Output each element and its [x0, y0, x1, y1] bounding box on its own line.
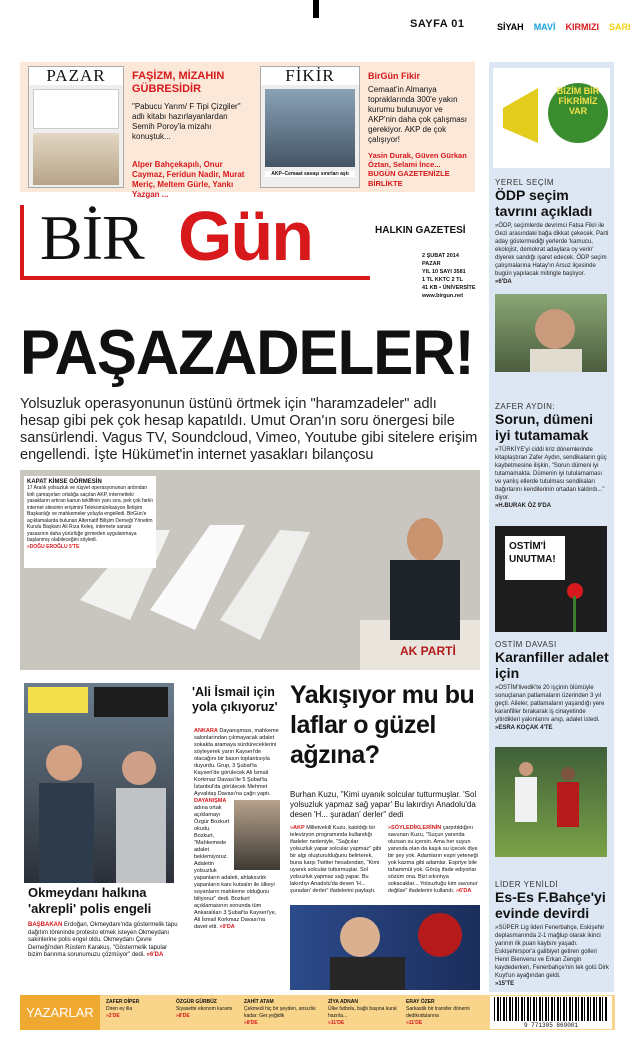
columnist-4[interactable]: ZİYA ADNAN Ülke futbolu, bağlı başına kural hazırla... »11'DE — [328, 999, 397, 1026]
color-blue: MAVİ — [533, 22, 556, 32]
columnists-bar — [20, 995, 615, 1030]
kuzu-photo — [290, 905, 480, 990]
color-red: KIRMIZI — [565, 22, 600, 32]
zafer-title: Sorun, dümeni iyi tutamamak — [495, 411, 593, 443]
masthead[interactable] — [20, 197, 430, 285]
issue-date: 2 ŞUBAT 2014 — [422, 253, 459, 259]
barcode: 9 771305 869001 — [490, 996, 612, 1029]
odp-slogan: BİZİM BİR FİKRİMİZ VAR — [556, 86, 600, 116]
fikir-text: Cemaat'in Almanya topraklarında 300'e yakın kurumu bulunuyor ve AKP'nin daha çok çalışması gerekiyor. AKP de çok çalışıyor! — [368, 85, 467, 144]
odp-title: ÖDP seçim tavrını açıkladı — [495, 187, 593, 219]
color-black: SİYAH — [497, 22, 524, 32]
kuzu-col1 — [290, 825, 382, 895]
okmeydani-byline: »6'DA — [146, 952, 164, 958]
okmeydani-text: Erdoğan, Okmeydanı'nda göstermelik tapu dağıtım töreninde protesto etmek isteyen Okmeydanı sakinlerine polis engel oldu. Okmeydanı Çevre Derneği'nden Rüstem Karakuş, "Göstermelik tapular bizim barınma sorunumuzu çözmüyor" dedi. — [28, 922, 178, 958]
kuzu-headline: Yakışıyor mu bu laflar o güzel ağzına? — [290, 681, 475, 769]
football-photo — [495, 747, 607, 857]
zafer-text: »TÜRKİYE'yi ciddi kriz dönemlerinde kitaplaştıran Zafer Aydın, sendikaların güç kaybetmesine ilişkin, "Sorun dümeni iyi tutamamakta. Dümenin iyi tutulamaması ve yanlış ellerde tutulması sendikaları bağırlarını kendilerinin ortadan kaldırdı..." diyor. — [495, 447, 607, 501]
ostim-photo — [495, 526, 607, 632]
lead-infobox — [24, 476, 156, 568]
ostim-byline: »ESRA KOÇAK 4'TE — [495, 725, 553, 731]
ali-ismail-title: 'Ali İsmail için yola çıkıyoruz' — [192, 685, 278, 714]
issue-volume: 41 KB • ÜNİVERSİTE — [422, 285, 476, 291]
sidebar-story-odp — [495, 178, 609, 286]
pazar-writers: Alper Bahçekapılı, Onur Caymaz, Feridun Nadir, Murat Meriç, Meltem Gürle, Yankı Yazgan ... — [132, 160, 245, 199]
columnist-1[interactable]: ZAFER DİPER Diren ey ilia »2'DE — [106, 999, 140, 1019]
lead-headline: PAŞAZADELER! — [20, 317, 474, 388]
fikir-title: BirGün Fikir — [368, 71, 421, 81]
columnist-5[interactable]: ERAY ÖZER Sarkastik bir transfer dönemi dedikodularına »11'DE — [406, 999, 470, 1026]
fikir-teaser — [368, 70, 471, 189]
lead-deck: Yolsuzluk operasyonunun üstünü örtmek için "haramzadeler" adlı hesap gibi pek çok hesap kapatıldı. Umut Oran'ın soru önergesi bile sansürlendi. Vagus TV, Soundcloud, Vimeo, Youtube gibi sitelere erişim engellendi. İşte Hükümet'in internet yasakları bilançosu — [20, 396, 478, 463]
columnist-2[interactable]: ÖZGÜR GÜRBÜZ Siyasette ekonom kuramı »8'DE — [176, 999, 233, 1019]
ostim-section: OSTİM DAVASI — [495, 640, 557, 649]
issue-info — [422, 252, 482, 300]
okmeydani-body — [28, 922, 178, 960]
zafer-aydin-photo — [495, 294, 607, 372]
columnist-3[interactable]: ZAHİT ATAM Çekmedi hiç bir şeyden, ansızlık kadar: Ger.yeğidik »8'DE — [244, 999, 316, 1026]
sidebar-story-zafer — [495, 402, 609, 510]
kuzu-col2-lead: »SÖYLEDİKLERİNİN — [388, 825, 442, 831]
kuzu-col2-text: çarpıtıldığını savunan Kuzu, "Suçun yanında olursan su içersin. Ama her suyun yanında olan da kaşık su içecek diye bir şey yok. Adamların espri yeteneği yok kazma gibi adamlar. Espriye bile tahammül yok. Görüş ifade ediyorlar sözüm ona. Bizi sıkıntıya sokacaklar... Yolsuzluğu kim savunur değilse" ifadelerini kullandı. — [388, 825, 478, 894]
football-section: LİDER YENİLDİ — [495, 880, 559, 889]
ostim-title: Karanfiller adalet için — [495, 649, 609, 681]
football-text: »SÜPER Lig lideri Fenerbahçe, Eskişehir deplasmanında 2-1 mağlup olarak ikinci yarının ilk puan kaybını yaşadı. Eskişehirspor'a galibiyet getiren golleri Henri Bienvenu ve Erkan Zengin kaydederken, Fenerbahçe'nin tek golü Dirk Kuyt'un ayağından geldi. — [495, 925, 609, 979]
odp-text: »ÖDP, seçimlerde devrimci Fatsa Fikri ile Gezi arasındaki bağa dikkat çekecek. Parti aday göstermediği yerlerde 'kamucu, ekolojist, demokrat adaylara oy verin' diyerek sandığı işaret edecek. ÖDP seçim çalışmalarına Hatay'ın Arsuz ilçesinde bugün yapılacak mitingle başlıyor. — [495, 223, 609, 277]
ali-ismail-p1-lead: ANKARA — [194, 728, 218, 734]
okmeydani-photo — [24, 683, 174, 883]
fikir-cta: BUGÜN GAZETENİZLE BİRLİKTE — [368, 169, 450, 188]
infobox-title: KAPAT KİMSE GÖRMESİN — [27, 479, 102, 485]
zafer-section: ZAFER AYDIN: — [495, 402, 556, 411]
sidebar-story-football — [495, 880, 609, 988]
kuzu-col1-lead: »AKP — [290, 825, 305, 831]
logo-bir: BİR — [40, 202, 144, 273]
kuzu-col2 — [388, 825, 480, 895]
supplement-teasers — [20, 62, 475, 199]
sidebar-story-ostim — [495, 640, 609, 732]
kuzu-col1-text: Milletvekili Kuzu, katıldığı bir televizyon programında kullandığı ifadeler nedeniyle, "Sağcılar yolsuzluk yapar solcular yapmaz" gibi bir algı oluşturulduğunu belirterek, buna karşı Twitter hesabından, "Kimi uyanık solcular tutturmuşlar. Sol yolsuzluk yapmaz sağ yapar. Bu lakırdıyı Anadolu'da desen 'H... şuradan' derler" ifadelerini paylaştı. — [290, 825, 382, 894]
ostim-sign: OSTİM'İ UNUTMA! — [505, 536, 565, 580]
zafer-byline: »H.BURAK ÖZ 9'DA — [495, 503, 552, 509]
fikir-writers: Yasin Durak, Güven Gürkan Öztan, Selami İnce... — [368, 151, 467, 169]
sidebar — [489, 62, 614, 992]
ali-ismail-p2: adına ortak açıklamayı Özgür Bozkurt okudu. Bozkurt, "Mahkemede adalet beklemiyoruz. Adaletin yolsuzluk yapanların adaleti, ahlaksızlık yapanların kanı kutsalın ile ülkeyi soyanların mahkeme olduğunu biliyoruz" dedi. Bozkurt açıklamasının sonunda tüm Ankaralıları 3 Şubat'ta Kayseri'ye, Ali İsmail Korkmaz Davası'na davet etti. — [194, 805, 277, 930]
ali-ismail-byline: »9'DA — [219, 924, 235, 930]
issue-price: 1 TL KKTC 2 TL — [422, 277, 463, 283]
issue-number: YIL 10 SAYI 3581 — [422, 269, 466, 275]
odp-logo — [493, 68, 610, 168]
odp-byline: »6'DA — [495, 279, 512, 285]
ali-ismail-body — [194, 728, 280, 931]
issue-day: PAZAR — [422, 261, 441, 267]
issue-url: www.birgun.net — [422, 293, 464, 299]
crop-mark — [313, 0, 319, 18]
ostim-text: »OSTİM'livedik'te 20 işçinin ölümüyle sonuçlanan patlamaların üzerinden 3 yıl geçti. Aileler, patlamaların yaşandığı yere karanfiller bırakarak iş cinayetinde yitirdikleri yakınlarını anıp, adalet istedi. — [495, 685, 605, 723]
pazar-teaser — [132, 70, 250, 200]
pazar-text: "Pabucu Yarım/ F Tipi Çizgiler" adlı kitabı hazırlayanlardan Semih Poroy'la mizahı konuştuk... — [132, 102, 241, 141]
fikir-cover[interactable] — [260, 66, 360, 188]
pazar-cover[interactable] — [28, 66, 124, 188]
kuzu-deck: Burhan Kuzu, "Kimi uyanık solcular tutturmuşlar. 'Sol yolsuzluk yapmaz sağ yapar' Bu lakırdıyı Anadolu'da desen 'H... şuradan' derler" dedi — [290, 790, 477, 819]
football-byline: »15'TE — [495, 981, 515, 987]
color-registration — [497, 22, 631, 32]
color-yellow: SARI — [609, 22, 631, 32]
ali-ismail-p1: Dayanışması, mahkeme salonlarından çıkmayacak adalet sokakta aramaya sürdüreceklerini söyleyerek yarın Kayseri'de olacağını bir basın toplantısıyla duyurdu. Grup, 3 Şubat'ta Kayseri'de görülecek Ali İsmail Korkmaz Davası'ile 5 Şubat'ta İstanbul'da görülecek Mehmet Ayvalıtaş Davası'na çağrı yaptı. — [194, 728, 279, 797]
okmeydani-lead: BAŞBAKAN — [28, 922, 63, 928]
football-title: Es-Es F.Bahçe'yi evinde devirdi — [495, 889, 606, 921]
infobox-byline: »DOĞU EROĞLU 5'TE — [27, 543, 80, 550]
pazar-title: FAŞİZM, MİZAHIN GÜBRESİDİR — [132, 70, 225, 95]
page-number: SAYFA 01 — [410, 18, 465, 30]
logo-gun: Gün — [178, 197, 312, 275]
infobox-text: 17 Aralık yolsuzluk ve rüşvet operasyonunun ardından kirli çamaşırları ortalığa saçılan AKP, internetteki yasakların artıran kanun teklifinin yanı sıra, pek çok farklı internet sitesinin erişimini Telekomünikasyon İletişim Başkanlığı ve mahkemeler yoluyla engelledi. BirGün'e açıklamalarda bulunan Alternatif Bilişim Derneği Yönetim Kurulu Başkanı Ali Rıza Keleş, internete sansür yasasının daha yürürlüğe girmeden uygulanmaya başlanmış olabileceğini söyledi. — [27, 485, 153, 543]
ali-ismail-p2-lead: DAYANIŞMA — [194, 798, 227, 804]
print-header — [0, 0, 635, 45]
tagline: HALKIN GAZETESİ — [375, 225, 466, 236]
ali-ismail-portrait — [234, 800, 280, 870]
fikir-caption: AKP–Cemaat savaşı sınırları aştı — [265, 171, 355, 177]
odp-section: YEREL SEÇİM — [495, 178, 554, 187]
podium-text: AK PARTİ — [400, 644, 456, 658]
fikir-masthead: FİKİR — [261, 67, 359, 85]
kuzu-byline: »6'DA — [456, 888, 472, 894]
okmeydani-title: Okmeydanı halkına 'akrepli' polis engeli — [28, 885, 152, 916]
pazar-masthead: PAZAR — [29, 67, 123, 85]
columnists-label: YAZARLAR — [20, 995, 100, 1030]
